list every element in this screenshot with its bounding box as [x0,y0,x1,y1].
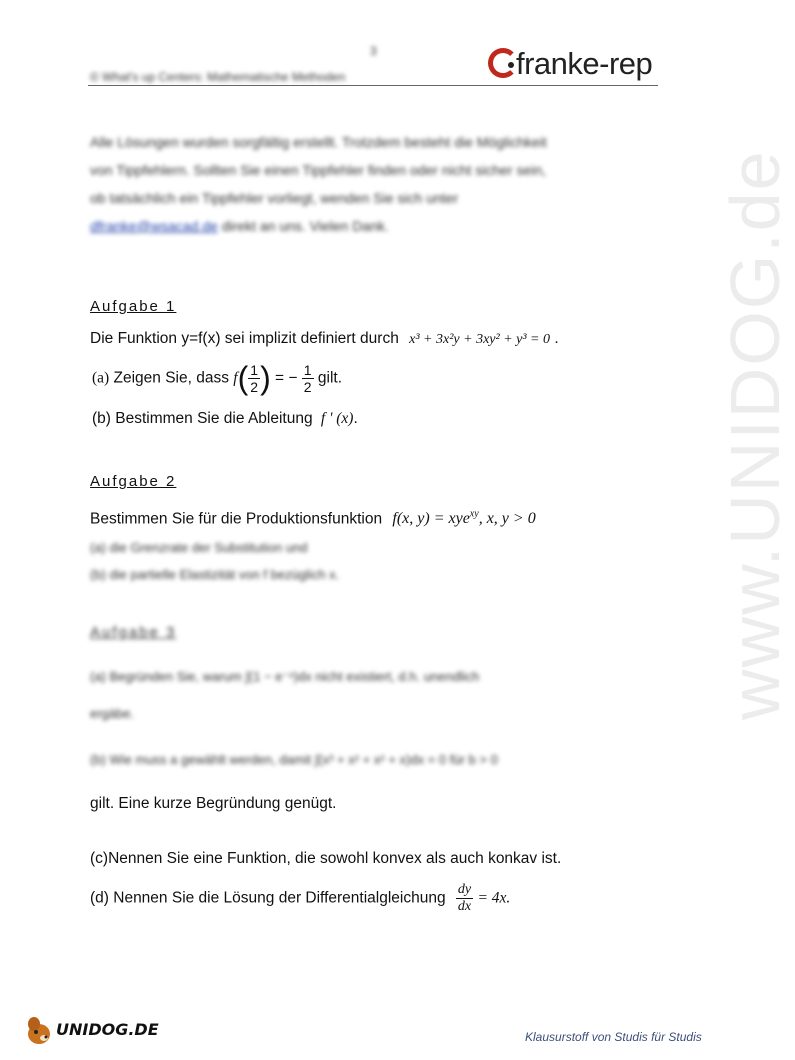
aufgabe3-part-d [90,882,510,915]
watermark: www.UNIDOG.de [716,149,794,720]
aufgabe2-text: Bestimmen Sie für die Produktionsfunktion [90,510,383,528]
aufgabe3-part-b: (b) Wie muss a gewählt werden, damit ∫(x³ + x² + x² + x)dx = 0 für b > 0 [90,752,498,767]
close-paren-icon: ) [260,360,271,396]
part-b-math: f ' (x) [320,410,354,427]
function-body: f(x, y) = xye [392,510,470,528]
logo-dot-icon [508,62,514,68]
unidog-logo [22,1012,159,1048]
function-condition: , x, y > 0 [478,510,536,528]
part-d-rhs: = 4x. [477,889,511,907]
part-a-text: Zeigen Sie, dass [113,369,229,387]
aufgabe1-part-a [92,360,342,397]
part-a-eq: = − [275,369,298,387]
aufgabe2-heading: Aufgabe 2 [90,473,177,490]
fraction-rhs [302,362,314,395]
aufgabe2-intro [90,509,536,528]
fraction-half [248,362,260,395]
aufgabe1-equation: x³ + 3x²y + 3xy² + y³ = 0 [409,332,551,347]
part-c-label: (c) [90,850,109,867]
intro-line-rest: direkt an uns. Vielen Dank. [217,218,389,234]
intro-line: von Tippfehlern. Sollten Sie einen Tippfehler finden oder nicht sicher sein, [90,162,547,178]
aufgabe3-part-a-cont: ergäbe. [90,706,135,721]
franke-rep-logo [488,46,663,88]
fraction-num: 1 [250,362,259,378]
part-b-text: Bestimmen Sie die Ableitung [115,410,313,427]
function-exponent: xy [469,509,479,520]
part-d-text: (d) Nennen Sie die Lösung der Differentialgleichung [90,889,446,907]
fraction-dydx [456,882,473,915]
intro-line: Alle Lösungen wurden sorgfältig erstellt. Trotzdem besteht die Möglichkeit [90,134,547,150]
part-b-end: . [353,410,358,427]
fraction-den: 2 [303,379,312,395]
intro-paragraph [90,128,670,240]
footer-logo-text: UNIDOG.DE [56,1020,159,1039]
header-title: © What's up Centers: Mathematische Methoden [90,70,346,84]
part-c-text: Nennen Sie eine Funktion, die sowohl konvex als auch konkav ist. [108,850,562,867]
part-a-f: f [233,369,238,387]
aufgabe1-part-b [92,410,358,428]
footer-tagline: Klausurstoff von Studis für Studis [525,1030,702,1044]
aufgabe3-part-a: (a) Begründen Sie, warum ∫(1 − e⁻ˣ)dx nicht existiert, d.h. unendlich [90,669,480,684]
fraction-num: 1 [303,362,312,378]
aufgabe1-period: . [554,330,559,347]
page-number: 3 [370,44,377,58]
logo-text: franke-rep [516,46,653,81]
intro-line [90,212,670,240]
aufgabe3-part-b-cont: gilt. Eine kurze Begründung genügt. [90,795,337,812]
aufgabe2-part-a: (a) die Grenzrate der Substitution und [90,540,308,555]
open-paren-icon: ( [237,360,249,396]
aufgabe1-heading: Aufgabe 1 [90,298,177,315]
production-function [392,510,535,527]
aufgabe1-intro-text: Die Funktion y=f(x) sei implizit definiert durch [90,330,399,347]
part-a-label: (a) [92,369,110,387]
aufgabe3-part-c [90,850,561,868]
fraction-den: dx [457,899,472,914]
email-link[interactable]: dfranke@wsacad.de [90,218,218,234]
part-b-label: (b) [92,410,111,427]
fraction-num: dy [457,882,472,897]
intro-line: ob tatsächlich ein Tippfehler vorliegt, wenden Sie sich unter [90,190,459,206]
part-a-end: gilt. [317,369,342,387]
aufgabe1-intro [90,330,559,348]
fraction-den: 2 [250,379,259,395]
aufgabe2-part-b: (b) die partielle Elastizität von f bezüglich x. [90,567,340,582]
aufgabe3-heading: Aufgabe 3 [90,624,177,641]
dog-icon [22,1012,58,1048]
